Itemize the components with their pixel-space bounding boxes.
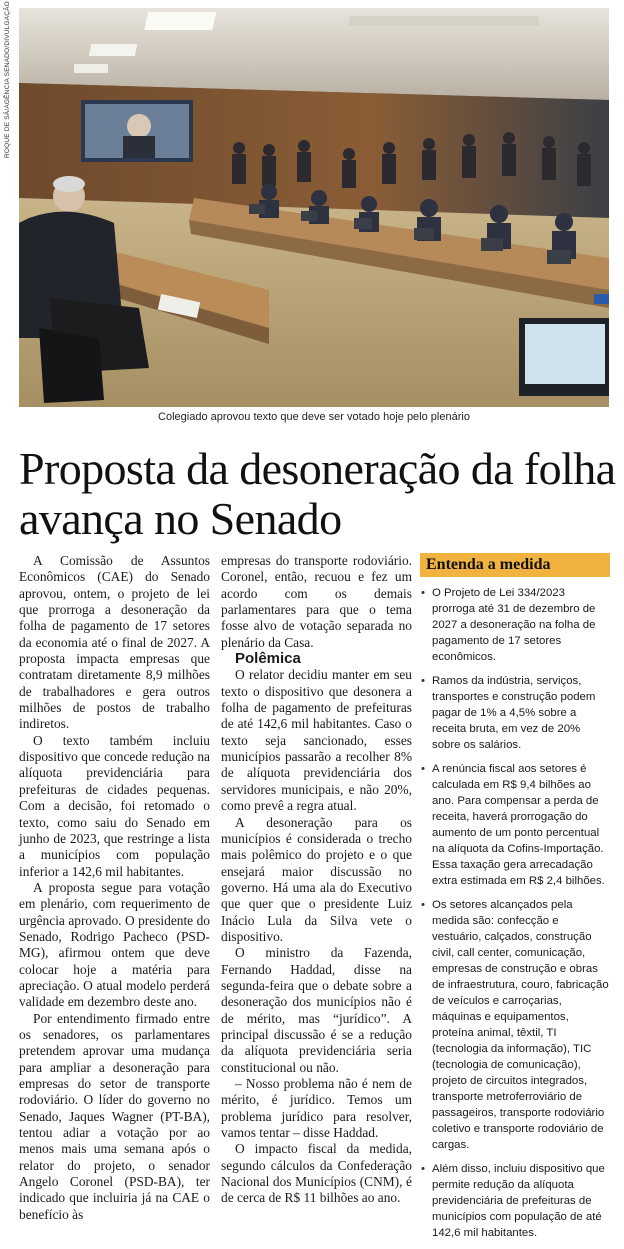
sidebar-item: • A renúncia fiscal aos setores é calculada em R$ 9,4 bilhões ao ano. Para compensar a perda de receita, haverá prorrogação do aumento de um ponto percentual na alíquota da Cofins-Importação. Essa taxação gera arrecadação extra estimada em R$ 2,4 bilhões. xyxy=(420,761,610,889)
photo-credit xyxy=(4,1,16,158)
article-paragraph: A desoneração para os municípios é considerada o trecho mais polêmico do projeto e o que ensejará maior discussão no governo. Há uma ala do Executivo que quer que o presidente Luiz Inácio Lula da Silva vete o dispositivo. xyxy=(221,814,412,944)
article-column-1 xyxy=(19,553,210,1223)
article-paragraph: O impacto fiscal da medida, segundo cálculos da Confederação Nacional dos Municípios (CNM), é de cerca de R$ 11 bilhões ao ano. xyxy=(221,1141,412,1206)
sidebar-item: • Os setores alcançados pela medida são: confecção e vestuário, calçados, construção civil, call center, comunicação, empresas de construção e obras de infraestrutura, couro, fabricação de veículos e carroçarias, máquinas e equipamentos, proteína animal, têxtil, TI (tecnologia da informação), TIC (tecnologia de comunicação), projeto de circuitos integrados, transporte metroferroviário de passageiros, transporte rodoviário coletivo e transporte rodoviário de cargas. xyxy=(420,897,610,1153)
sidebar-box xyxy=(420,553,610,1249)
section-subhead: Polêmica xyxy=(235,650,301,668)
article-paragraph: O relator decidiu manter em seu texto o dispositivo que desonera a folha de pagamento de prefeituras de até 142,6 mil habitantes. Caso o texto seja sancionado, esses municípios passarão a recolher 8% de alíquota previdenciária dos servidores municipais, e não 20%, como prevê a regra atual. xyxy=(221,667,412,814)
article-paragraph-continued: empresas do transporte rodoviário. Coronel, então, recuou e fez um acordo com os demais parlamentares para que o tema fosse alvo de votação separada no plenário da Casa. xyxy=(221,553,412,650)
sidebar-item: • O Projeto de Lei 334/2023 prorroga até 31 de dezembro de 2027 a desoneração na folha de pagamento de 17 setores econômicos. xyxy=(420,585,610,665)
article-headline: Proposta da desoneração da folha avança no Senado xyxy=(19,443,616,544)
article-column-2 xyxy=(221,553,412,1207)
sidebar-item: • Ramos da indústria, serviços, transportes e construção podem pagar de 1% a 4,5% sobre a receita bruta, em vez de 20% sobre os salários. xyxy=(420,673,610,753)
sidebar-list xyxy=(420,585,610,1241)
sidebar-item: • Além disso, incluiu dispositivo que permite redução da alíquota previdenciária de prefeituras de municípios com população de até 142,6 mil habitantes. xyxy=(420,1161,610,1241)
article-paragraph: – Nosso problema não é nem de mérito, é jurídico. Temos um problema jurídico para resolver, vamos tentar – disse Haddad. xyxy=(221,1076,412,1141)
article-paragraph: O ministro da Fazenda, Fernando Haddad, disse na segunda-feira que o debate sobre a desoneração dos municípios não é de mérito, mas “jurídico”. A principal discussão é se a redução da alíquota previdenciária seria constitucional ou não. xyxy=(221,945,412,1075)
photo-caption: Colegiado aprovou texto que deve ser votado hoje pelo plenário xyxy=(158,411,470,423)
news-photo xyxy=(19,8,609,407)
photo-credit-text: ROQUE DE SÁ/AGÊNCIA SENADO/DIVULGAÇÃO xyxy=(4,1,11,158)
article-paragraph: A proposta segue para votação em plenário, com requerimento de urgência aprovado. O presidente do Senado, Rodrigo Pacheco (PSD-MG), afirmou ontem que deve colocar hoje a matéria para apreciação. O atual modelo perderá validade em dezembro deste ano. xyxy=(19,879,210,1010)
article-paragraph: A Comissão de Assuntos Econômicos (CAE) do Senado aprovou, ontem, o projeto de lei que prorroga a desoneração da folha de pagamento de 17 setores da economia até o final de 2027. A proposta impacta empresas que contratam diretamente 8,9 milhões de trabalhadores e gera outros milhões de postos de trabalho indiretos. xyxy=(19,553,210,732)
article-paragraph: Por entendimento firmado entre os senadores, os parlamentares pretendem aprovar uma mudança para ampliar a desoneração para empresas do setor de transporte rodoviário. O líder do governo no Senado, Jaques Wagner (PT-BA), tentou adiar a votação por ao menos mais uma semana após o relator do projeto, o senador Angelo Coronel (PSD-BA), ter indicado que incluiria já na CAE o benefício às xyxy=(19,1010,210,1222)
article-paragraph: O texto também incluiu dispositivo que concede redução na alíquota previdenciária para prefeituras de cidades pequenas. Com a decisão, foi retomado o texto, como saiu do Senado em junho de 2023, que restringe a lista a municípios com população inferior a 142,6 mil habitantes. xyxy=(19,732,210,879)
sidebar-title: Entenda a medida xyxy=(420,553,610,577)
